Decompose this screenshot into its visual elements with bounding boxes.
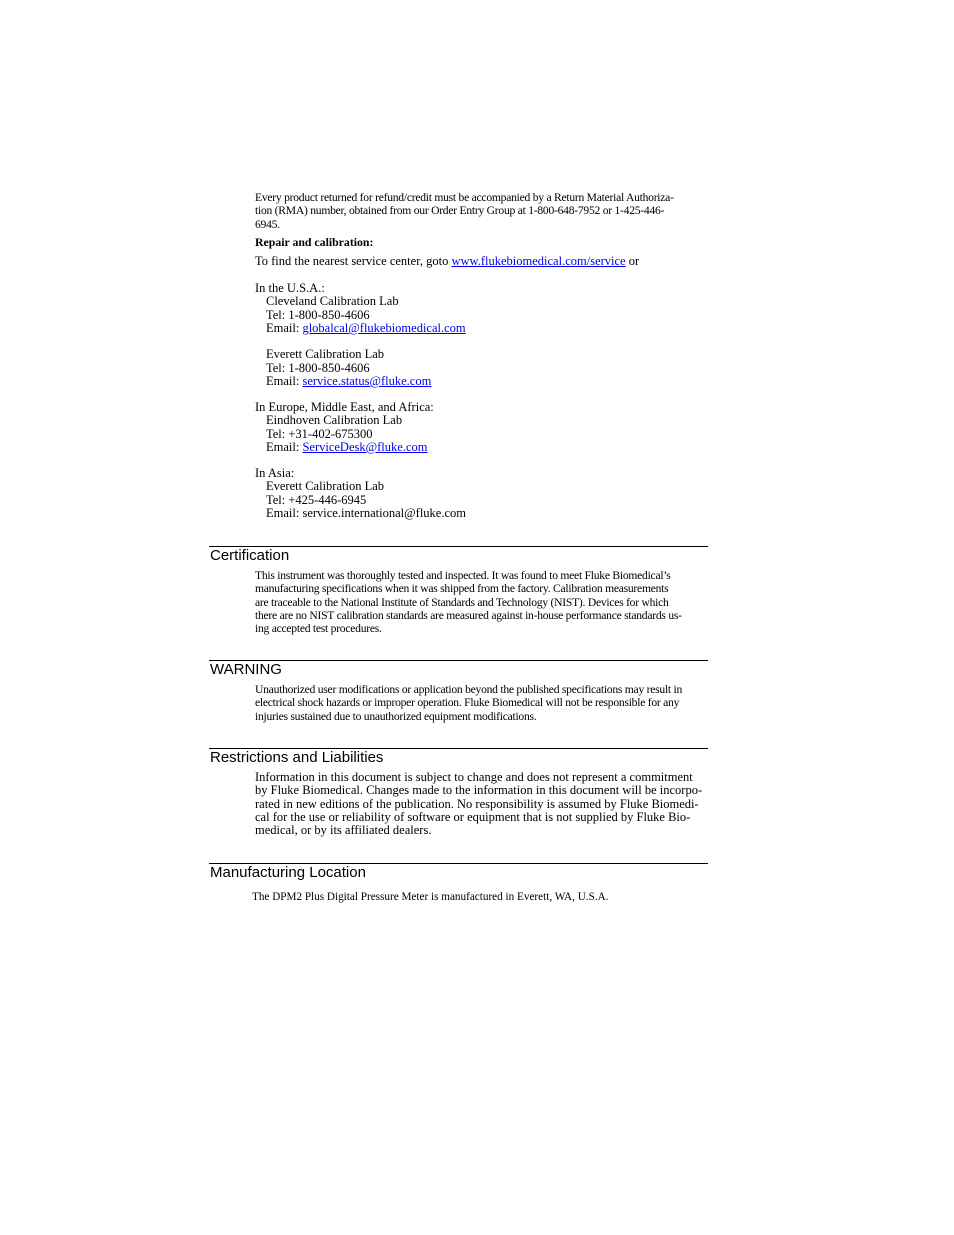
lab-email: Email: service.international@fluke.com [266, 505, 466, 520]
paragraph-line: manufacturing specifications when it was shipped from the factory. Calibration measurements [255, 582, 669, 596]
paragraph-line: Information in this document is subject to change and does not represent a commitment [255, 770, 693, 784]
paragraph-line: rated in new editions of the publication. No responsibility is assumed by Fluke Biomedi- [255, 796, 699, 811]
lab-name: Everett Calibration Lab [266, 479, 385, 494]
paragraph-line: are traceable to the National Institute of Standards and Technology (NIST). Devices for which [255, 595, 669, 609]
lab-tel: Tel: +425-446-6945 [266, 492, 367, 507]
usa-contacts [255, 282, 705, 388]
lab-name: Eindhoven Calibration Lab [266, 413, 403, 428]
section-divider [209, 660, 708, 661]
paragraph-line: injuries sustained due to unauthorized equipment modifications. [255, 709, 537, 723]
region-label: In Europe, Middle East, and Africa: [255, 400, 434, 414]
paragraph-line: Unauthorized user modifications or application beyond the published specifications may result in [255, 683, 683, 696]
section-title-certification: Certification [210, 547, 290, 564]
paragraph-line: This instrument was thoroughly tested and inspected. It was found to meet Fluke Biomedical’s [255, 569, 671, 582]
lab-name: Cleveland Calibration Lab [266, 294, 399, 309]
lab-email [255, 375, 705, 388]
service-center-tail: or [625, 254, 640, 268]
lab-name: Everett Calibration Lab [266, 347, 385, 362]
lab-email [255, 441, 705, 454]
email-label: Email: [266, 374, 303, 389]
manufacturing-text: The DPM2 Plus Digital Pressure Meter is manufactured in Everett, WA, U.S.A. [252, 891, 609, 903]
service-center-text: To find the nearest service center, goto [255, 254, 452, 268]
paragraph-line: cal for the use or reliability of software or equipment that is not supplied by Fluke Bio- [255, 809, 691, 824]
email-link[interactable]: service.status@fluke.com [302, 374, 432, 389]
rma-paragraph [255, 191, 705, 231]
rma-line: Every product returned for refund/credit must be accompanied by a Return Material Authoriza- [255, 191, 674, 204]
rma-line: 6945. [255, 217, 280, 231]
restrictions-paragraph [255, 771, 705, 837]
paragraph-line: ing accepted test procedures. [255, 622, 382, 636]
lab-tel: Tel: 1-800-850-4606 [266, 360, 370, 375]
lab-tel: Tel: 1-800-850-4606 [266, 307, 370, 322]
asia-contacts [255, 467, 705, 520]
repair-heading: Repair and calibration: [255, 235, 374, 249]
email-link[interactable]: ServiceDesk@fluke.com [302, 439, 428, 454]
certification-paragraph [255, 569, 705, 635]
paragraph-line: electrical shock hazards or improper operation. Fluke Biomedical will not be responsible for any [255, 696, 680, 710]
section-title-manufacturing: Manufacturing Location [210, 864, 366, 881]
paragraph-line: medical, or by its affiliated dealers. [255, 823, 432, 838]
paragraph-line: there are no NIST calibration standards are measured against in-house performance standards us- [255, 608, 682, 622]
spacer [255, 335, 705, 348]
lab-email [255, 322, 705, 335]
email-link[interactable]: globalcal@flukebiomedical.com [302, 320, 466, 335]
email-label: Email: [266, 439, 303, 454]
region-label: In the U.S.A.: [255, 281, 325, 295]
europe-contacts [255, 401, 705, 454]
lab-tel: Tel: +31-402-675300 [266, 426, 373, 441]
email-label: Email: [266, 320, 303, 335]
section-title-restrictions: Restrictions and Liabilities [210, 749, 384, 766]
service-center-line [255, 255, 705, 268]
region-label: In Asia: [255, 466, 295, 480]
rma-line: tion (RMA) number, obtained from our Order Entry Group at 1-800-648-7952 or 1-425-446- [255, 204, 665, 218]
warning-paragraph [255, 683, 705, 723]
section-title-warning: WARNING [210, 661, 282, 678]
paragraph-line: by Fluke Biomedical. Changes made to the information in this document will be incorpo- [255, 783, 703, 798]
service-link[interactable]: www.flukebiomedical.com/service [451, 254, 626, 268]
